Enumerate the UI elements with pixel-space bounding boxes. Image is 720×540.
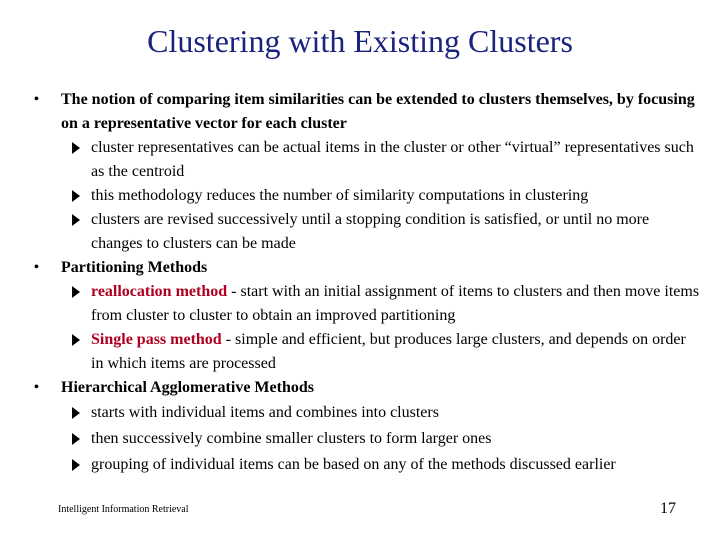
bullet-dot-icon: • bbox=[34, 92, 39, 107]
bullet-3-text: Hierarchical Agglomerative Methods bbox=[61, 379, 314, 396]
sub-bullet-2-1 bbox=[91, 280, 701, 328]
sub-bullet-3-3 bbox=[91, 453, 701, 477]
arrow-right-icon bbox=[72, 190, 80, 202]
bullet-2-text: Partitioning Methods bbox=[61, 259, 208, 276]
bullet-2 bbox=[34, 256, 701, 280]
bullet-dot-icon: • bbox=[34, 380, 39, 395]
sub-bullet-1-3 bbox=[91, 208, 701, 256]
slide-title: Clustering with Existing Clusters bbox=[147, 23, 573, 59]
arrow-right-icon bbox=[72, 214, 80, 226]
sub-bullet-text: grouping of individual items can be based on any of the methods discussed earlier bbox=[91, 456, 616, 473]
arrow-right-icon bbox=[72, 334, 80, 346]
bullet-dot-icon: • bbox=[34, 260, 39, 275]
bullet-3 bbox=[34, 376, 701, 400]
footer-course-title: Intelligent Information Retrieval bbox=[58, 504, 189, 515]
sub-bullet-text: cluster representatives can be actual items in the cluster or other “virtual” representatives such as the centroid bbox=[91, 139, 694, 180]
arrow-right-icon bbox=[72, 459, 80, 471]
sub-bullet-2-2 bbox=[91, 328, 701, 376]
sub-bullet-text: - start with an initial assignment of items to clusters and then move items from cluster to cluster to obtain an improved partitioning bbox=[91, 283, 700, 324]
arrow-right-icon bbox=[72, 286, 80, 298]
bullet-1-text: The notion of comparing item similarities can be extended to clusters themselves, by focusing on a representative vector for each cluster bbox=[61, 91, 695, 132]
page-number: 17 bbox=[660, 500, 676, 517]
arrow-right-icon bbox=[72, 142, 80, 154]
sub-bullet-text: this methodology reduces the number of similarity computations in clustering bbox=[91, 187, 589, 204]
sub-bullet-1-1 bbox=[91, 136, 701, 184]
sub-bullet-text: starts with individual items and combines into clusters bbox=[91, 404, 439, 421]
sub-bullet-3-2 bbox=[91, 427, 701, 451]
sub-bullet-text: then successively combine smaller clusters to form larger ones bbox=[91, 430, 492, 447]
highlight-term: Single pass method bbox=[91, 331, 222, 348]
arrow-right-icon bbox=[72, 407, 80, 419]
highlight-term: reallocation method bbox=[91, 283, 228, 300]
sub-bullet-text: clusters are revised successively until a stopping condition is satisfied, or until no more changes to clusters can be made bbox=[91, 211, 650, 252]
arrow-right-icon bbox=[72, 433, 80, 445]
sub-bullet-3-1 bbox=[91, 401, 701, 425]
sub-bullet-1-2 bbox=[91, 184, 701, 208]
sub-bullet-text: - simple and efficient, but produces large clusters, and depends on order in which items are processed bbox=[91, 331, 686, 372]
bullet-1 bbox=[34, 88, 701, 136]
